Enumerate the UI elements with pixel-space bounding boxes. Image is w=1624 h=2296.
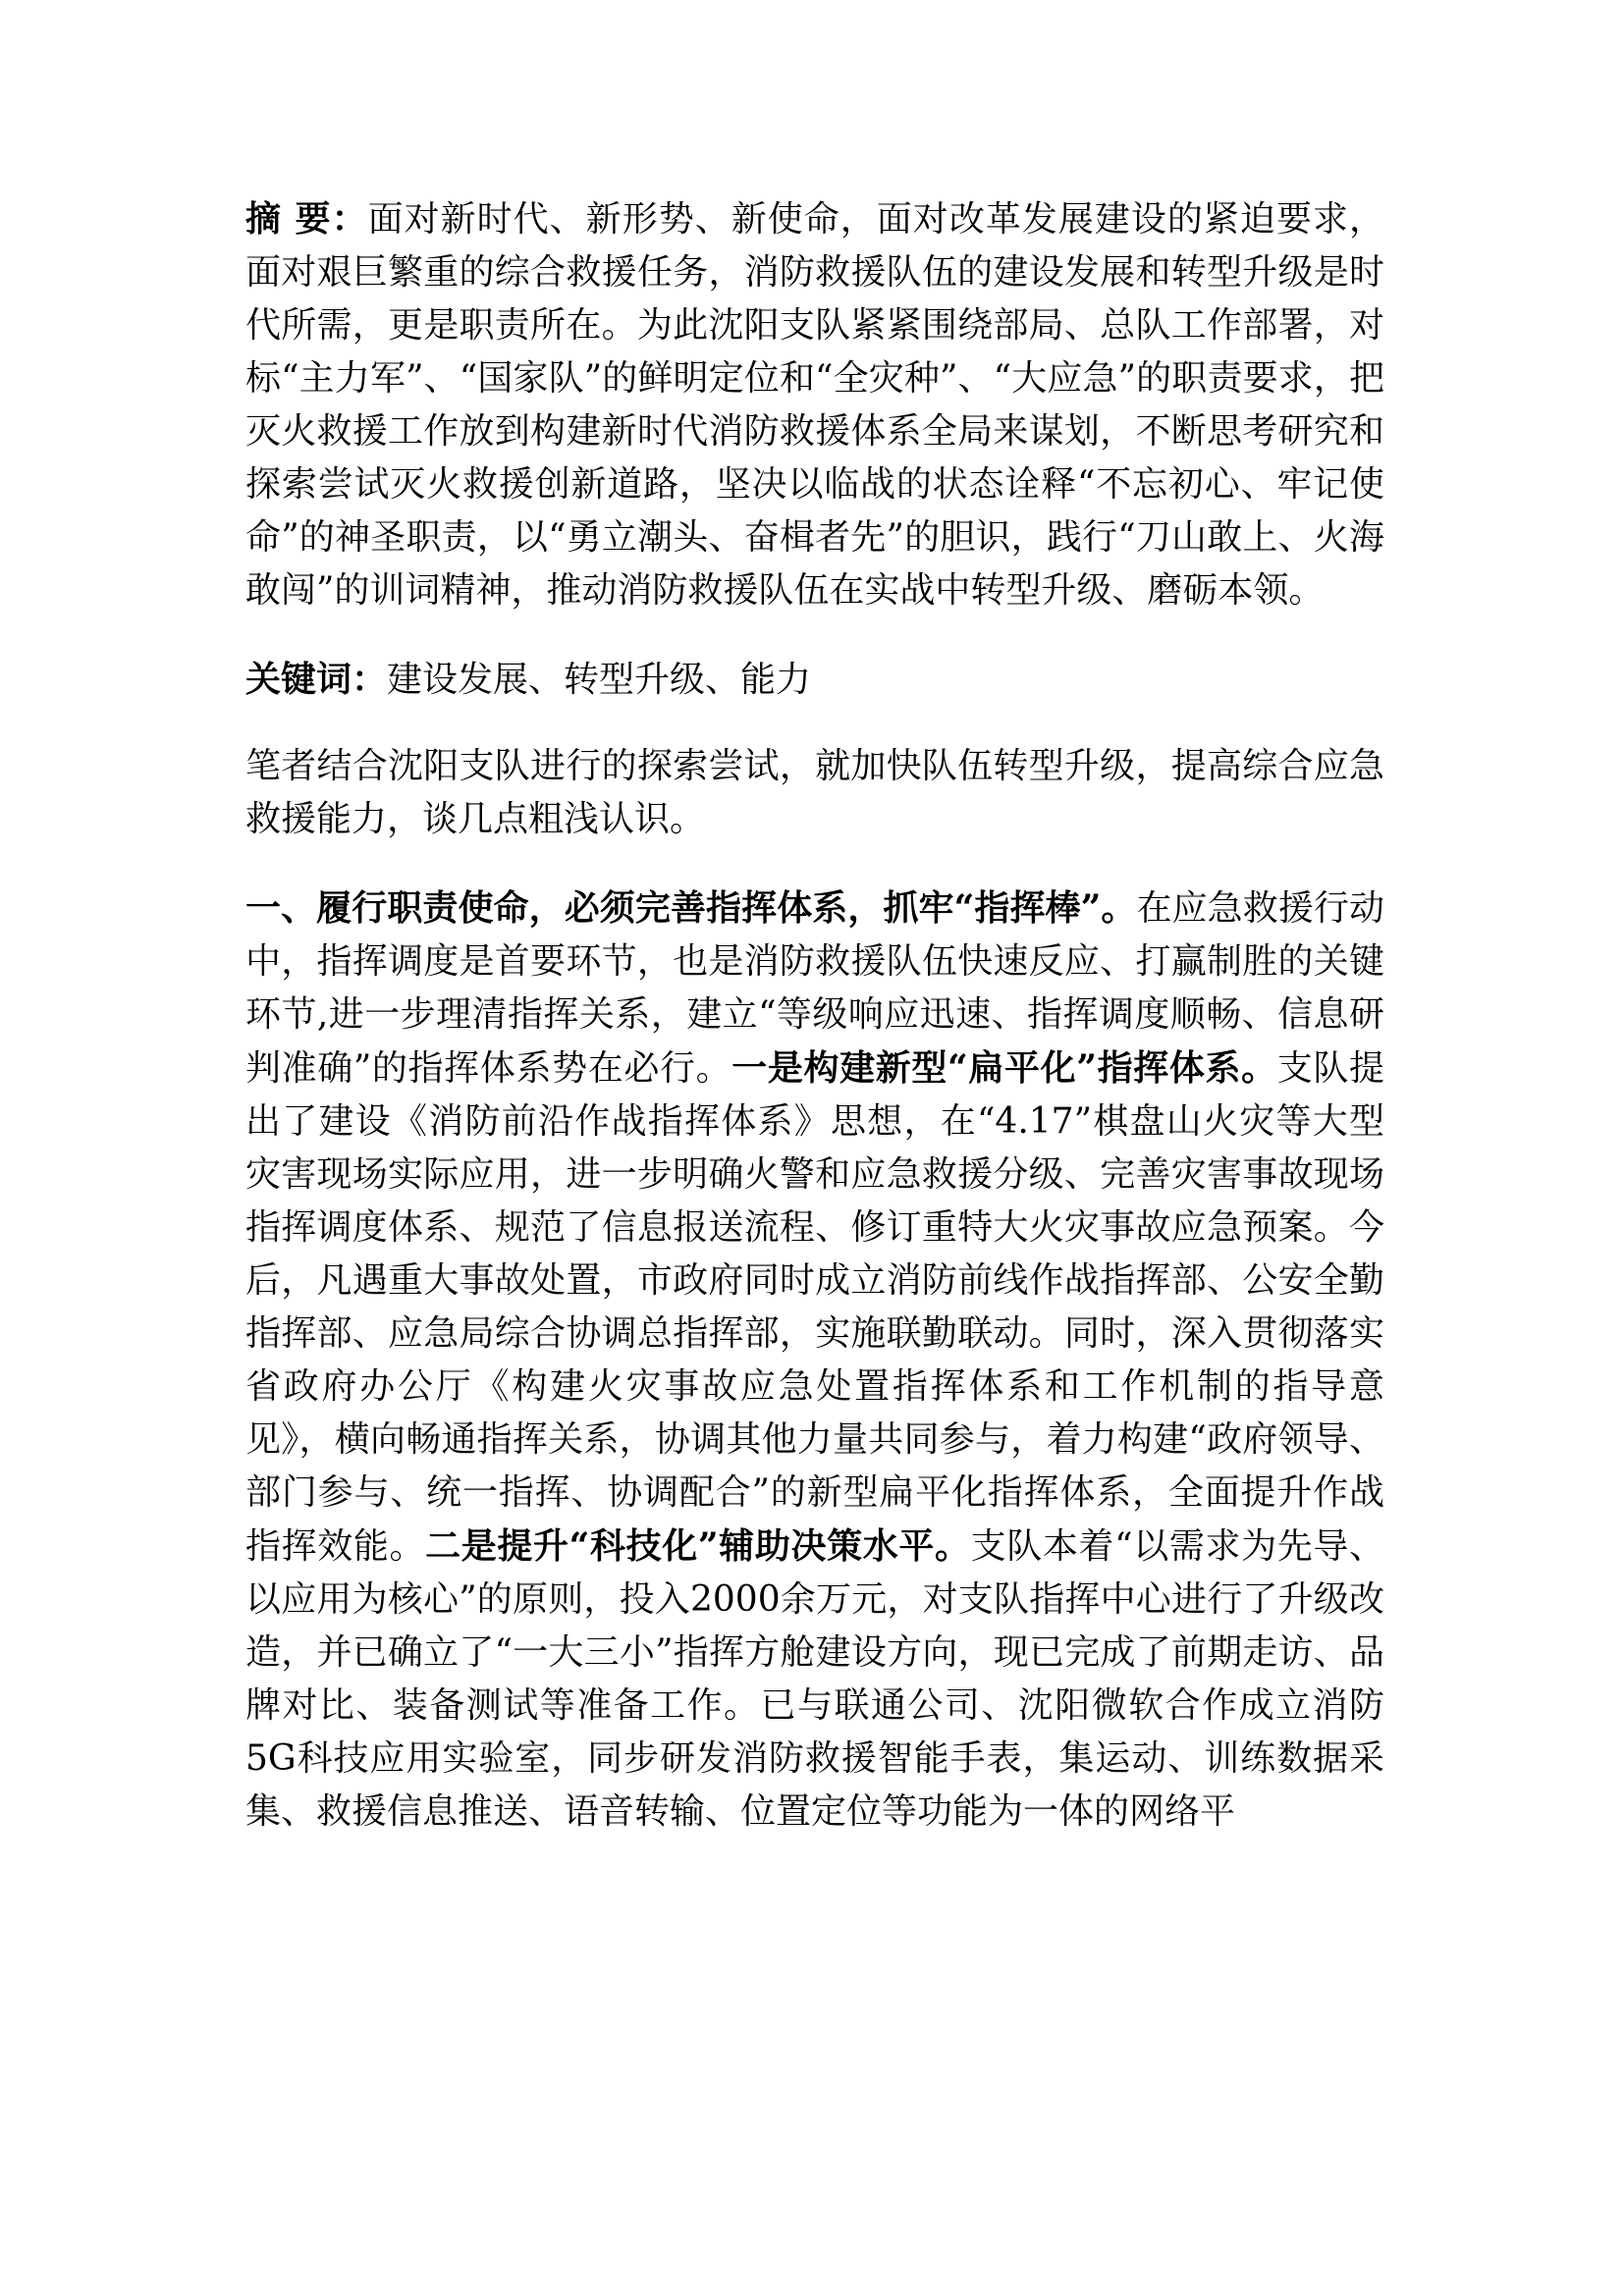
keywords-text: 建设发展、转型升级、能力 — [387, 660, 812, 700]
intro-paragraph: 笔者结合沈阳支队进行的探索尝试，就加快队伍转型升级，提高综合应急救援能力，谈几点粗浅认识。 — [245, 746, 1384, 839]
document-page — [245, 192, 1384, 1839]
abstract-text: 面对新时代、新形势、新使命，面对改革发展建设的紧迫要求，面对艰巨繁重的综合救援任务，消防救援队伍的建设发展和转型升级是时代所需，更是职责所在。为此沈阳支队紧紧围绕部局、总队工作部署，对标“主力军”、“国家队”的鲜明定位和“全灾种”、“大应急”的职责要求，把灭火救援工作放到构建新时代消防救援体系全局来谋划，不断思考研究和探索尝试灭火救援创新道路，坚决以临战的状态诠释“不忘初心、牢记使命”的神圣职责，以“勇立潮头、奋楫者先”的胆识，践行“刀山敢上、火海敢闯”的训词精神，推动消防救援队伍在实战中转型升级、磨砺本领。 — [245, 199, 1384, 611]
point-1-title: 一是构建新型“扁平化”指挥体系。 — [731, 1047, 1277, 1089]
keywords-label: 关键词： — [245, 659, 388, 700]
abstract-label: 摘 要： — [245, 198, 368, 240]
section-1-paragraph — [245, 881, 1384, 1839]
abstract-paragraph — [245, 192, 1384, 617]
keywords-paragraph — [245, 653, 1384, 707]
point-1-text: 支队提出了建设《消防前沿作战指挥体系》思想，在“4.17”棋盘山火灾等大型灾害现场实际应用，进一步明确火警和应急救援分级、完善灾害事故现场指挥调度体系、规范了信息报送流程、修订重特大火灾事故应急预案。今后，凡遇重大事故处置，市政府同时成立消防前线作战指挥部、公安全勤指挥部、应急局综合协调总指挥部，实施联勤联动。同时，深入贯彻落实省政府办公厅《构建火灾事故应急处置指挥体系和工作机制的指导意见》，横向畅通指挥关系，协调其他力量共同参与，着力构建“政府领导、部门参与、统一指挥、协调配合”的新型扁平化指挥体系，全面提升作战指挥效能。 — [245, 1048, 1384, 1567]
section-1-text: 在应急救援行动中，指挥调度是首要环节，也是消防救援队伍快速反应、打赢制胜的关键环节,进一步理清指挥关系，建立“等级响应迅速、指挥调度顺畅、信息研判准确”的指挥体系势在必行。 — [245, 888, 1384, 1089]
point-2-title: 二是提升“科技化”辅助决策水平。 — [425, 1525, 971, 1567]
section-1-heading: 一、履行职责使命，必须完善指挥体系，抓牢“指挥棒”。 — [245, 887, 1137, 929]
point-2-text: 支队本着“以需求为先导、以应用为核心”的原则，投入2000余万元，对支队指挥中心进行了升级改造，并已确立了“一大三小”指挥方舱建设方向，现已完成了前期走访、品牌对比、装备测试等准备工作。已与联通公司、沈阳微软合作成立消防5G科技应用实验室，同步研发消防救援智能手表，集运动、训练数据采集、救援信息推送、语音转输、位置定位等功能为一体的网络平 — [245, 1526, 1384, 1832]
